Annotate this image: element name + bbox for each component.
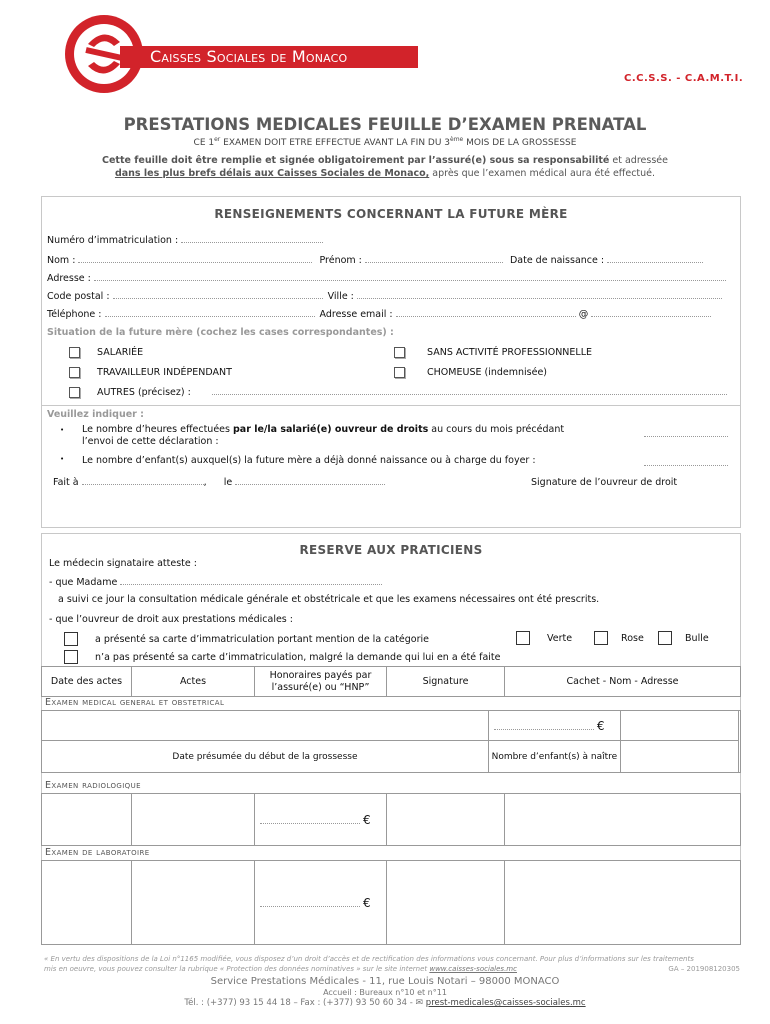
telephone-field[interactable] xyxy=(105,316,315,317)
radio-cachet-cell[interactable] xyxy=(505,794,741,846)
col-honoraires: Honoraires payés par l’assuré(e) ou “HNP” xyxy=(255,667,387,697)
immat-field[interactable] xyxy=(181,242,323,243)
org-short: C.C.S.S. - C.A.M.T.I. xyxy=(624,73,744,84)
date-field[interactable] xyxy=(235,484,385,485)
labo-actes-cell[interactable] xyxy=(132,861,255,945)
opt-autres[interactable]: AUTRES (précisez) : xyxy=(69,387,727,398)
nb-enfants-label: Nombre d’enfant(s) à naître xyxy=(488,741,620,773)
checkbox-icon[interactable] xyxy=(658,631,672,645)
prenom-field[interactable] xyxy=(365,262,503,263)
presente-row: a présenté sa carte d’immatriculation portant mention de la catégorie xyxy=(64,632,429,646)
checkbox-icon[interactable] xyxy=(594,631,608,645)
sec-labo-label: Examen de laboratoire xyxy=(45,847,150,858)
labo-date-cell[interactable] xyxy=(42,861,132,945)
bullet-icon: • xyxy=(60,455,65,463)
legal-notice: « En vertu des dispositions de la Loi n°1165 modifiée, vous disposez d’un droit d’accès et de rectification des informations vous concernant. Pour plus d’informations sur les traitements mis en oeuvre, vous pouvez consulter la rubrique « Protection des données nominatives » sur le site internet www.caisses-sociales.mc GA – 201908120305 xyxy=(44,955,740,973)
col-date: Date des actes xyxy=(42,667,132,697)
cat-verte[interactable]: Verte xyxy=(516,631,572,645)
hours-field[interactable] xyxy=(644,436,728,437)
date-presumee-label: Date présumée du début de la grossesse xyxy=(42,741,489,773)
suivi-text: a suivi ce jour la consultation médicale générale et obstétricale et que les examens nécessaires ont été prescrits. xyxy=(58,594,600,605)
fait-a-field[interactable] xyxy=(82,484,204,485)
page-title: PRESTATIONS MEDICALES FEUILLE D’EXAMEN PRENATAL xyxy=(123,115,647,134)
envelope-icon: ✉ xyxy=(415,998,424,1008)
opt-independant[interactable]: TRAVAILLEUR INDÉPENDANT xyxy=(69,367,232,378)
autres-field[interactable] xyxy=(212,394,727,395)
opt-sans-activite[interactable]: SANS ACTIVITÉ PROFESSIONNELLE xyxy=(394,347,592,358)
mother-section xyxy=(41,196,741,528)
general-signature-cell[interactable] xyxy=(620,711,738,741)
praticiens-section xyxy=(41,533,741,945)
intro-text: Cette feuille doit être remplie et signée obligatoirement par l’assuré(e) sous sa responsabilité et adressée dans les plus brefs délais aux Caisses Sociales de Monaco, après que l’examen médical aura été effectué. xyxy=(102,155,668,179)
presente-checkbox[interactable] xyxy=(64,632,78,646)
labo-cachet-cell[interactable] xyxy=(505,861,741,945)
checkbox-icon[interactable] xyxy=(69,347,80,358)
opt-chomeuse[interactable]: CHOMEUSE (indemnisée) xyxy=(394,367,547,378)
adresse-row: Adresse : xyxy=(47,273,726,284)
naissance-field[interactable] xyxy=(607,262,703,263)
madame-field[interactable] xyxy=(120,584,382,585)
nom-row: Nom : Prénom : Date de naissance : xyxy=(47,255,737,266)
pas-presente-row: n’a pas présenté sa carte d’immatriculation, malgré la demande qui lui en a été faite xyxy=(64,650,501,664)
footer-accueil: Accueil : Bureaux n°10 et n°11 xyxy=(323,988,447,997)
fait-row: Fait à , le xyxy=(53,477,385,488)
immat-label: Numéro d’immatriculation : xyxy=(47,235,323,246)
nom-field[interactable] xyxy=(78,262,312,263)
checkbox-icon[interactable] xyxy=(394,347,405,358)
org-name: Caisses Sociales de Monaco xyxy=(150,47,348,66)
col-actes: Actes xyxy=(132,667,255,697)
general-table xyxy=(41,710,741,773)
cat-rose[interactable]: Rose xyxy=(594,631,644,645)
radio-table xyxy=(41,793,741,846)
email-domain-field[interactable] xyxy=(591,316,711,317)
email-link[interactable]: prest-medicales@caisses-sociales.mc xyxy=(425,998,586,1008)
checkbox-icon[interactable] xyxy=(516,631,530,645)
footer-contact: Tél. : (+377) 93 15 44 18 – Fax : (+377) 93 50 60 34 - ✉ prest-medicales@caisses-sociales.mc xyxy=(184,998,586,1008)
sec-general-label: Examen medical general et obstetrical xyxy=(45,697,225,708)
radio-honoraires-cell[interactable]: € xyxy=(255,794,387,846)
atteste-label: Le médecin signataire atteste : xyxy=(49,558,197,569)
opt-salariee[interactable]: SALARIÉE xyxy=(69,347,143,358)
radio-signature-cell[interactable] xyxy=(387,794,505,846)
que-ouvreur-label: - que l’ouvreur de droit aux prestations médicales : xyxy=(49,614,293,625)
ville-field[interactable] xyxy=(357,298,722,299)
bullet-children: • Le nombre d’enfant(s) auxquel(s) la future mère a déjà donné naissance ou à charge du foyer : xyxy=(60,455,740,466)
checkbox-icon[interactable] xyxy=(69,367,80,378)
col-cachet: Cachet - Nom - Adresse xyxy=(505,667,741,697)
general-honoraires-cell[interactable]: € xyxy=(488,711,620,741)
footer-service: Service Prestations Médicales - 11, rue Louis Notari – 98000 MONACO xyxy=(210,976,560,987)
tel-row: Téléphone : Adresse email : @ xyxy=(47,309,711,320)
children-field[interactable] xyxy=(644,465,728,466)
cat-bulle[interactable]: Bulle xyxy=(658,631,709,645)
page-subtitle: CE 1er EXAMEN DOIT ETRE EFFECTUE AVANT LA FIN DU 3ème MOIS DE LA GROSSESSE xyxy=(193,136,577,148)
checkbox-icon[interactable] xyxy=(394,367,405,378)
praticiens-heading: RESERVE AUX PRATICIENS xyxy=(299,543,483,557)
general-cachet-cell[interactable] xyxy=(738,711,740,773)
bullet-icon: • xyxy=(60,426,65,434)
website-link[interactable]: www.caisses-sociales.mc xyxy=(429,965,517,973)
form-ref: GA – 201908120305 xyxy=(668,965,740,973)
nb-enfants-cell[interactable] xyxy=(620,741,738,773)
labo-signature-cell[interactable] xyxy=(387,861,505,945)
general-acts-cell[interactable] xyxy=(42,711,489,741)
adresse-field[interactable] xyxy=(94,280,726,281)
pas-presente-checkbox[interactable] xyxy=(64,650,78,664)
acts-table-header xyxy=(41,666,741,697)
cp-row: Code postal : Ville : xyxy=(47,291,722,302)
checkbox-icon[interactable] xyxy=(69,387,80,398)
sec-radio-label: Examen radiologique xyxy=(45,780,141,791)
mother-heading: RENSEIGNEMENTS CONCERNANT LA FUTURE MÈRE xyxy=(214,207,568,221)
situation-label: Situation de la future mère (cochez les cases correspondantes) : xyxy=(47,327,394,338)
divider xyxy=(42,405,740,406)
labo-honoraires-cell[interactable]: € xyxy=(255,861,387,945)
email-field[interactable] xyxy=(396,316,576,317)
col-signature: Signature xyxy=(387,667,505,697)
veuillez-label: Veuillez indiquer : xyxy=(47,409,144,420)
madame-row: - que Madame xyxy=(49,577,382,588)
code-postal-field[interactable] xyxy=(113,298,323,299)
radio-actes-cell[interactable] xyxy=(132,794,255,846)
radio-date-cell[interactable] xyxy=(42,794,132,846)
labo-table xyxy=(41,860,741,945)
bullet-hours: • Le nombre d’heures effectuées par le/la salarié(e) ouvreur de droits au cours du mois précédant l’envoi de cette déclaration : xyxy=(60,424,740,448)
signature-label: Signature de l’ouvreur de droit xyxy=(531,477,678,488)
